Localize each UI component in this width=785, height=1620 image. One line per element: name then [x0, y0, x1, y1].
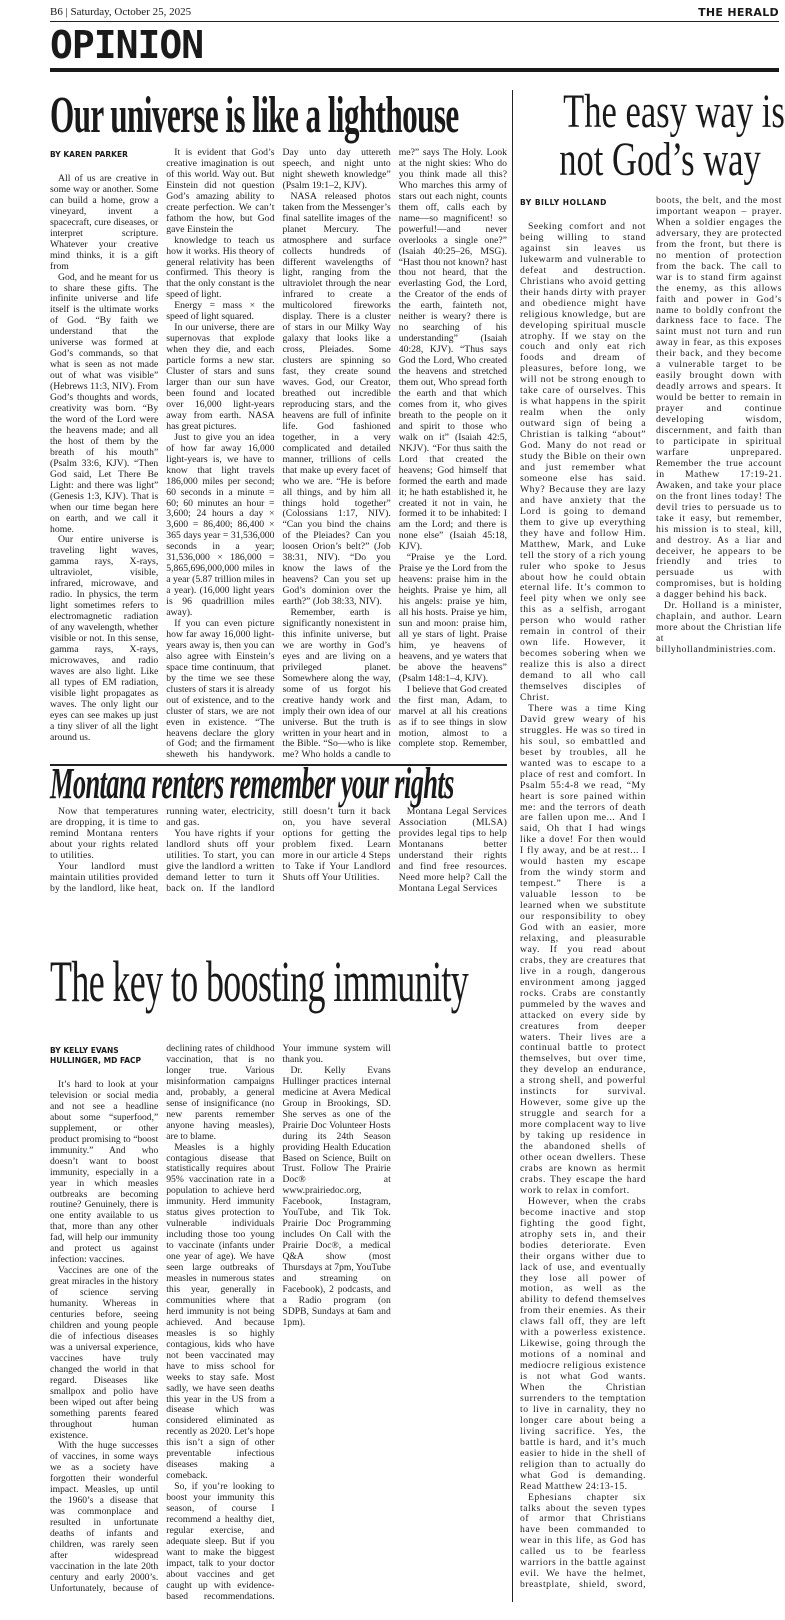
montana-headline: Montana renters remember your rights	[50, 759, 454, 808]
easyway-article-body	[520, 196, 782, 1602]
montana-paragraph: Montana Legal Services Association (MLSA) provides legal tips to help Montanans better understand their rights and find free resources. Need more help? Call the Montana Legal Services	[398, 806, 507, 894]
montana-paragraph: Your landlord must maintain utilities provided by the landlord, like heat, running water, electricity, and gas.	[50, 806, 275, 894]
easyway-paragraph: Dr. Holland is a minister, chaplain, and author. Learn more about the Christian life at billyhollandministries.com.	[656, 600, 782, 656]
lighthouse-paragraph: In our universe, there are supernovas that explode when they die, and each particle forms a new star. Cluster of stars and suns larger than our sun have been found and located over 16,000 light-years away from earth. NASA has great pictures.	[166, 322, 275, 432]
immunity-paragraph: Dr. Kelly Evans Hullinger practices internal medicine at Avera Medical Group in Brookings, SD. She serves as one of the Prairie Doc Volunteer Hosts during its 24th Season providing Health Education Based on Science, Built on Trust. Follow The Prairie Doc® at www.prairiedoc.org, Facebook, Instagram, YouTube, and Tik Tok. Prairie Doc Programming includes On Call with the Prairie Doc®, a medical Q&A show (most Thursdays at 7pm, YouTube and streaming on Facebook), 2 podcasts, and a Radio program (on SDPB, Sundays at 6am and 1pm).	[282, 1064, 391, 1328]
immunity-byline: BY KELLY EVANS HULLINGER, MD FACP	[50, 1046, 142, 1065]
lighthouse-paragraph: NASA released photos taken from the Messenger’s final satellite images of the planet Mercury. The atmosphere and surface collects hundreds of different wavelengths of light, ranging from the ultraviolet through the near infrared to create a multicolored fireworks display. There is a cluster of stars in our Milky Way galaxy that looks like a cross, Pleiades. Some clusters are spinning so fast, they create sound waves. God, our Creator, breathed out incredible reproducing stars, and the heavens are full of infinite life. God fashioned together, in a very complicated and detailed manner, trillions of cells that make up every facet of who we are. “He is before all things, and by him all things hold together” (Colossians 1:17, NIV). “Can you bind the chains of the Pleiades? Can you loosen Orion’s belt?” (Job 38:31, NIV). “Do you know the laws of the heavens? Can you set up God’s dominion over the earth?” (Job 38:33, NIV).	[282, 190, 391, 608]
immunity-paragraph: So, if you’re looking to boost your immunity this season, of course I recommend a healthy diet, regular exercise, and adequate sleep. But if you want to make the biggest impact, talk to your doctor about vaccines and get caught up with evidence-based recommendations. Your immune system will thank you.	[166, 1044, 391, 1602]
lighthouse-paragraph: God, and he meant for us to share these gifts. The infinite universe and life itself is the ultimate works of God. “By faith we understand that the universe was formed at God’s commands, so that what is seen as not made out of what was visible” (Hebrews 11:3, NIV). From God’s thoughts and words, creativity was born. “By the word of the Lord were the heavens made; and all the host of them by the breath of his mouth” (Psalm 33:6, KJV). “Then God said, Let There Be Light: and there was light” (Genesis 1:3, KJV). That is when our time began here on earth, and we call it home.	[50, 271, 159, 535]
section-rule	[50, 68, 779, 72]
montana-paragraph: Now that temperatures are dropping, it is time to remind Montana renters about your rights related to utilities.	[50, 806, 159, 861]
page-date: B6 | Saturday, October 25, 2025	[50, 6, 192, 18]
easyway-paragraph: Ephesians chapter six talks about the seven types of armor that Christians have been commanded to wear in this life, as God has called us to be fearless warriors in the battle against evil. We have the helmet, breastplate, shield, sword, boots, the belt, and the most important weapon – prayer. When a soldier engages the adversary, they are protected from the front, but there is no mention of protection from the back. The call to war is to stand firm against the enemy, as this allows faith and power in God’s name to boldly confront the darkness face to face. The saint must not turn and run away in fear, as this exposes their back, and they become a vulnerable target to be easily brought down with deadly arrows and spears. It would be better to remain in prayer and continue developing wisdom, discernment, and faith than to participate in spiritual warfare unprepared. Remember the true account in Mathew 17:19-21. Awaken, and take your place on the front lines today! The devil tries to persuade us to take it easy, but remember, his mission is to steal, kill, and destroy. As a liar and deceiver, he appears to be friendly and tries to persuade us with compromises, but is holding a dagger behind his back.	[520, 196, 782, 1591]
lighthouse-paragraph: knowledge to teach us how it works. His theory of general relativity has been confirmed. This theory is that the only constant is the speed of light.	[166, 234, 275, 301]
immunity-article-body	[50, 1044, 507, 1604]
easyway-paragraph: There was a time King David grew weary of his struggles. He was so tired in his soul, so embattled and beset by troubles, all he wanted was to escape to a place of rest and comfort. In Psalm 55:4-8 we read, “My heart is sore pained within me: and the terrors of death are fallen upon me... And I said, Oh that I had wings like a dove! For then would I fly away, and be at rest... I would hasten my escape from the windy storm and tempest.” There is a valuable lesson to be learned when we substitute our responsibility to obey God with an easier, more relaxing, and pleasurable way. If you read about crabs, they are creatures that live in a rough, dangerous environment among jagged rocks. Crabs are constantly pummeled by the waves and attacked on every side by creatures from deeper waters. Their lives are a continual battle to protect themselves, but over time, they develop an endurance, a strong shell, and powerful instincts for survival. However, some give up the struggle and search for a more complacent way to live by taking up residence in the abandoned shells of other ocean dwellers. These crabs are known as hermit crabs. They escape the hard work to relax in comfort.	[520, 702, 646, 1196]
lighthouse-paragraph: It is evident that God’s creative imagination is out of this world. Way out. But Einstein did not question God’s amazing ability to create perfection. We can’t fathom the how, but God gave Einstein the	[166, 148, 275, 235]
lighthouse-paragraph: Our entire universe is traveling light waves, gamma rays, X-rays, ultraviolet, visible, infrared, microwave, and radio. In physics, the term light sometimes refers to electromagnetic radiation of any wavelength, whether visible or not. In this sense, gamma rays, X-rays, microwaves, and radio waves are also light. Like all types of EM radiation, visible light propagates as waves. The only light our eyes can see makes up just a tiny sliver of all the light around us.	[50, 534, 159, 743]
montana-paragraph: You have rights if your landlord shuts off your utilities. To start, you can give the landlord a written demand letter to turn it back on. If the landlord still doesn’t turn it back on, you have several options for getting the problem fixed. Learn more in our article 4 Steps to Take if Your Landlord Shuts off Your Utilities.	[166, 806, 391, 894]
immunity-paragraph: With the huge successes of vaccines, in some ways we as a society have forgotten their wonderful impact. Measles, up until the 1960’s a disease that was commonplace and resulted in unfortunate deaths of infants and children, was rarely seen after widespread vaccination in the late 20th century and early 2000’s. Unfortunately, because of declining rates of childhood vaccination, that is no longer true. Various misinformation campaigns and, probably, a general sense of insignificance (no new parents remember anyone having measles), are to blame.	[50, 1044, 275, 1594]
easyway-headline	[520, 85, 785, 186]
immunity-paragraph: Vaccines are one of the great miracles in the history of science serving humanity. Whereas in centuries before, seeing children and young people die of infectious diseases was a universal experience, vaccines have truly changed the world in that regard. Diseases like smallpox and polio have been wiped out after being something parents feared throughout human existence.	[50, 1265, 159, 1441]
lighthouse-headline: Our universe is like a lighthouse	[50, 87, 459, 144]
lighthouse-paragraph: “Praise ye the Lord. Praise ye the Lord from the heavens: praise him in the heights. Praise ye him, all his angels: praise ye him, all his hosts. Praise ye him, sun and moon: praise him, all ye stars of light. Praise him, ye heavens of heavens, and ye waters that be above the heavens” (Psalm 148:1–4, KJV).	[398, 552, 507, 684]
lighthouse-paragraph: Remember, earth is significantly nonexistent in this infinite universe, but we are worthy in God’s eyes and are living on a privileged planet. Somewhere along the way, some of us forgot his creative handy work and imply their own idea of our universe. But the truth is written in your heart and in the Bible. “So—who is like me? Who holds a candle to me?” says The Holy. Look at the night skies: Who do you think made all this? Who marches this army of stars out each night, counts them off, calls each by name—so magnificent! so powerful!—and never overlooks a single one?” (Isaiah 40:25–26, MSG). “Hast thou not known? hast thou not heard, that the everlasting God, the Lord, the Creator of the ends of the earth, fainteth not, neither is weary? there is no searching of his understanding” (Isaiah 40:28, KJV). “Thus says God the Lord, Who created the heavens and stretched them out, Who spread forth the earth and that which comes from it, who gives breath to the people on it and spirit to those who walk on it” (Isaiah 42:5, NKJV). “For thus saith the Lord that created the heavens; God himself that formed the earth and made it; he hath established it, he created it not in vain, he formed it to be inhabited: I am the Lord; and there is none else” (Isaiah 45:18, KJV).	[282, 148, 507, 761]
lighthouse-byline: BY KAREN PARKER	[50, 150, 128, 159]
immunity-paragraph: It’s hard to look at your television or social media and not see a headline about some “superfood,” supplement, or other product promising to “boost immunity.” And who doesn’t want to boost immunity, especially in a year in which measles outbreaks are becoming routine? Genuinely, there is one entity available to us that, more than any other fad, will help our immunity and protect us against infection: vaccines.	[50, 1079, 159, 1266]
easyway-headline-line2: not God’s way	[559, 133, 761, 186]
easyway-headline-line1: The easy way is	[563, 85, 785, 138]
easyway-paragraph: Seeking comfort and not being willing to stand against sin leaves us lukewarm and vulnerable to defeat and destruction. Christians who avoid getting their hands dirty with prayer and obedience might have religious knowledge, but are developing spiritual muscle atrophy. If we stay on the couch and only eat rich foods and dream of pleasures, before long, we will not be strong enough to take care of ourselves. This is what happens in the spirit realm when the only outward sign of being a Christian is talking “about” God. Many do not read or study the Bible on their own and just remember what someone else has said. Why? Because they are lazy and have anxiety that the Lord is going to demand them to give up everything they have and follow Him. Matthew, Mark, and Luke tell the story of a rich young ruler who spoke to Jesus about how he could obtain eternal life. It’s common to feel pity when we only see this as a selfish, arrogant person who would rather remain in control of their own life. However, it becomes sobering when we realize this is also a direct demand to all who call themselves disciples of Christ.	[520, 221, 646, 703]
column-divider	[512, 90, 513, 1602]
lighthouse-paragraph: If you can even picture how far away 16,000 light-years away is, then you can also agree with Einstein’s space time continuum, that by the time we see these clusters of stars it is already out of existence, and to the cluster of stars, we are not even in existence. “The heavens declare the glory of God; and the firmament sheweth his handywork. Day unto day uttereth speech, and night unto night sheweth knowledge” (Psalm 19:1–2, KJV).	[166, 148, 391, 761]
easyway-paragraph: However, when the crabs become inactive and stop fighting the good fight, atrophy sets in, and their bodies deteriorate. Even their organs wither due to lack of use, and eventually they lose all power of motion, as well as the ability to defend themselves from their enemies. As their claws fall off, they are left with a powerless existence. Likewise, going through the motions of a nominal and mediocre religious existence is not what God wants. When the Christian surrenders to the temptation to live in carnality, they no longer care about being a living sacrifice. Yes, the battle is hard, and it’s much easier to hide in the shell of religion than to actually do what God is demanding. Read Matthew 24:13-15.	[520, 1195, 646, 1492]
section-title: OPINION	[50, 23, 204, 67]
montana-article-body	[50, 806, 507, 894]
immunity-paragraph: Measles is a highly contagious disease that statistically requires about 95% vaccination rate in a population to achieve herd immunity. Herd immunity status gives protection to vulnerable individuals including those too young to vaccinate (infants under one year of age). We have seen large outbreaks of measles in numerous states this year, generally in communities where that herd immunity is not being achieved. And because measles is so highly contagious, kids who have not been vaccinated may have to miss school for weeks to stay safe. Most sadly, we have seen deaths this year in the US from a disease which was considered eliminated as recently as 2020. Let’s hope this isn’t a sign of other preventable infectious diseases making a comeback.	[166, 1141, 275, 1482]
easyway-byline: BY BILLY HOLLAND	[520, 198, 607, 207]
lighthouse-paragraph: Just to give you an idea of how far away 16,000 light-years is, we have to know that light travels 186,000 miles per second; 60 seconds in a minute = 60; 60 minutes an hour = 3,600; 24 hours a day × 3,600 = 86,400; 86,400 × 365 days year = 31,536,000 seconds in a year; 31,536,000 × 186,000 = 5,865,696,000,000 miles in a year (5.87 trillion miles in a year). (16,000 light years is 96 quadrillion miles away).	[166, 431, 275, 619]
newspaper-name: THE HERALD	[698, 6, 779, 19]
lighthouse-paragraph: All of us are creative in some way or another. Some can build a home, grow a vineyard, invent a spacecraft, cure diseases, or interpret scripture. Whatever your creative mind thinks, it is a gift from	[50, 173, 159, 272]
lighthouse-paragraph: Energy = mass × the speed of light squared.	[166, 300, 275, 323]
lighthouse-paragraph: I believe that God created the first man, Adam, to marvel at all his creations as if to see things in slow motion, almost to a complete stop. Remember,	[398, 683, 507, 750]
lighthouse-article-body	[50, 148, 507, 762]
immunity-headline: The key to boosting immunity	[50, 949, 469, 1014]
